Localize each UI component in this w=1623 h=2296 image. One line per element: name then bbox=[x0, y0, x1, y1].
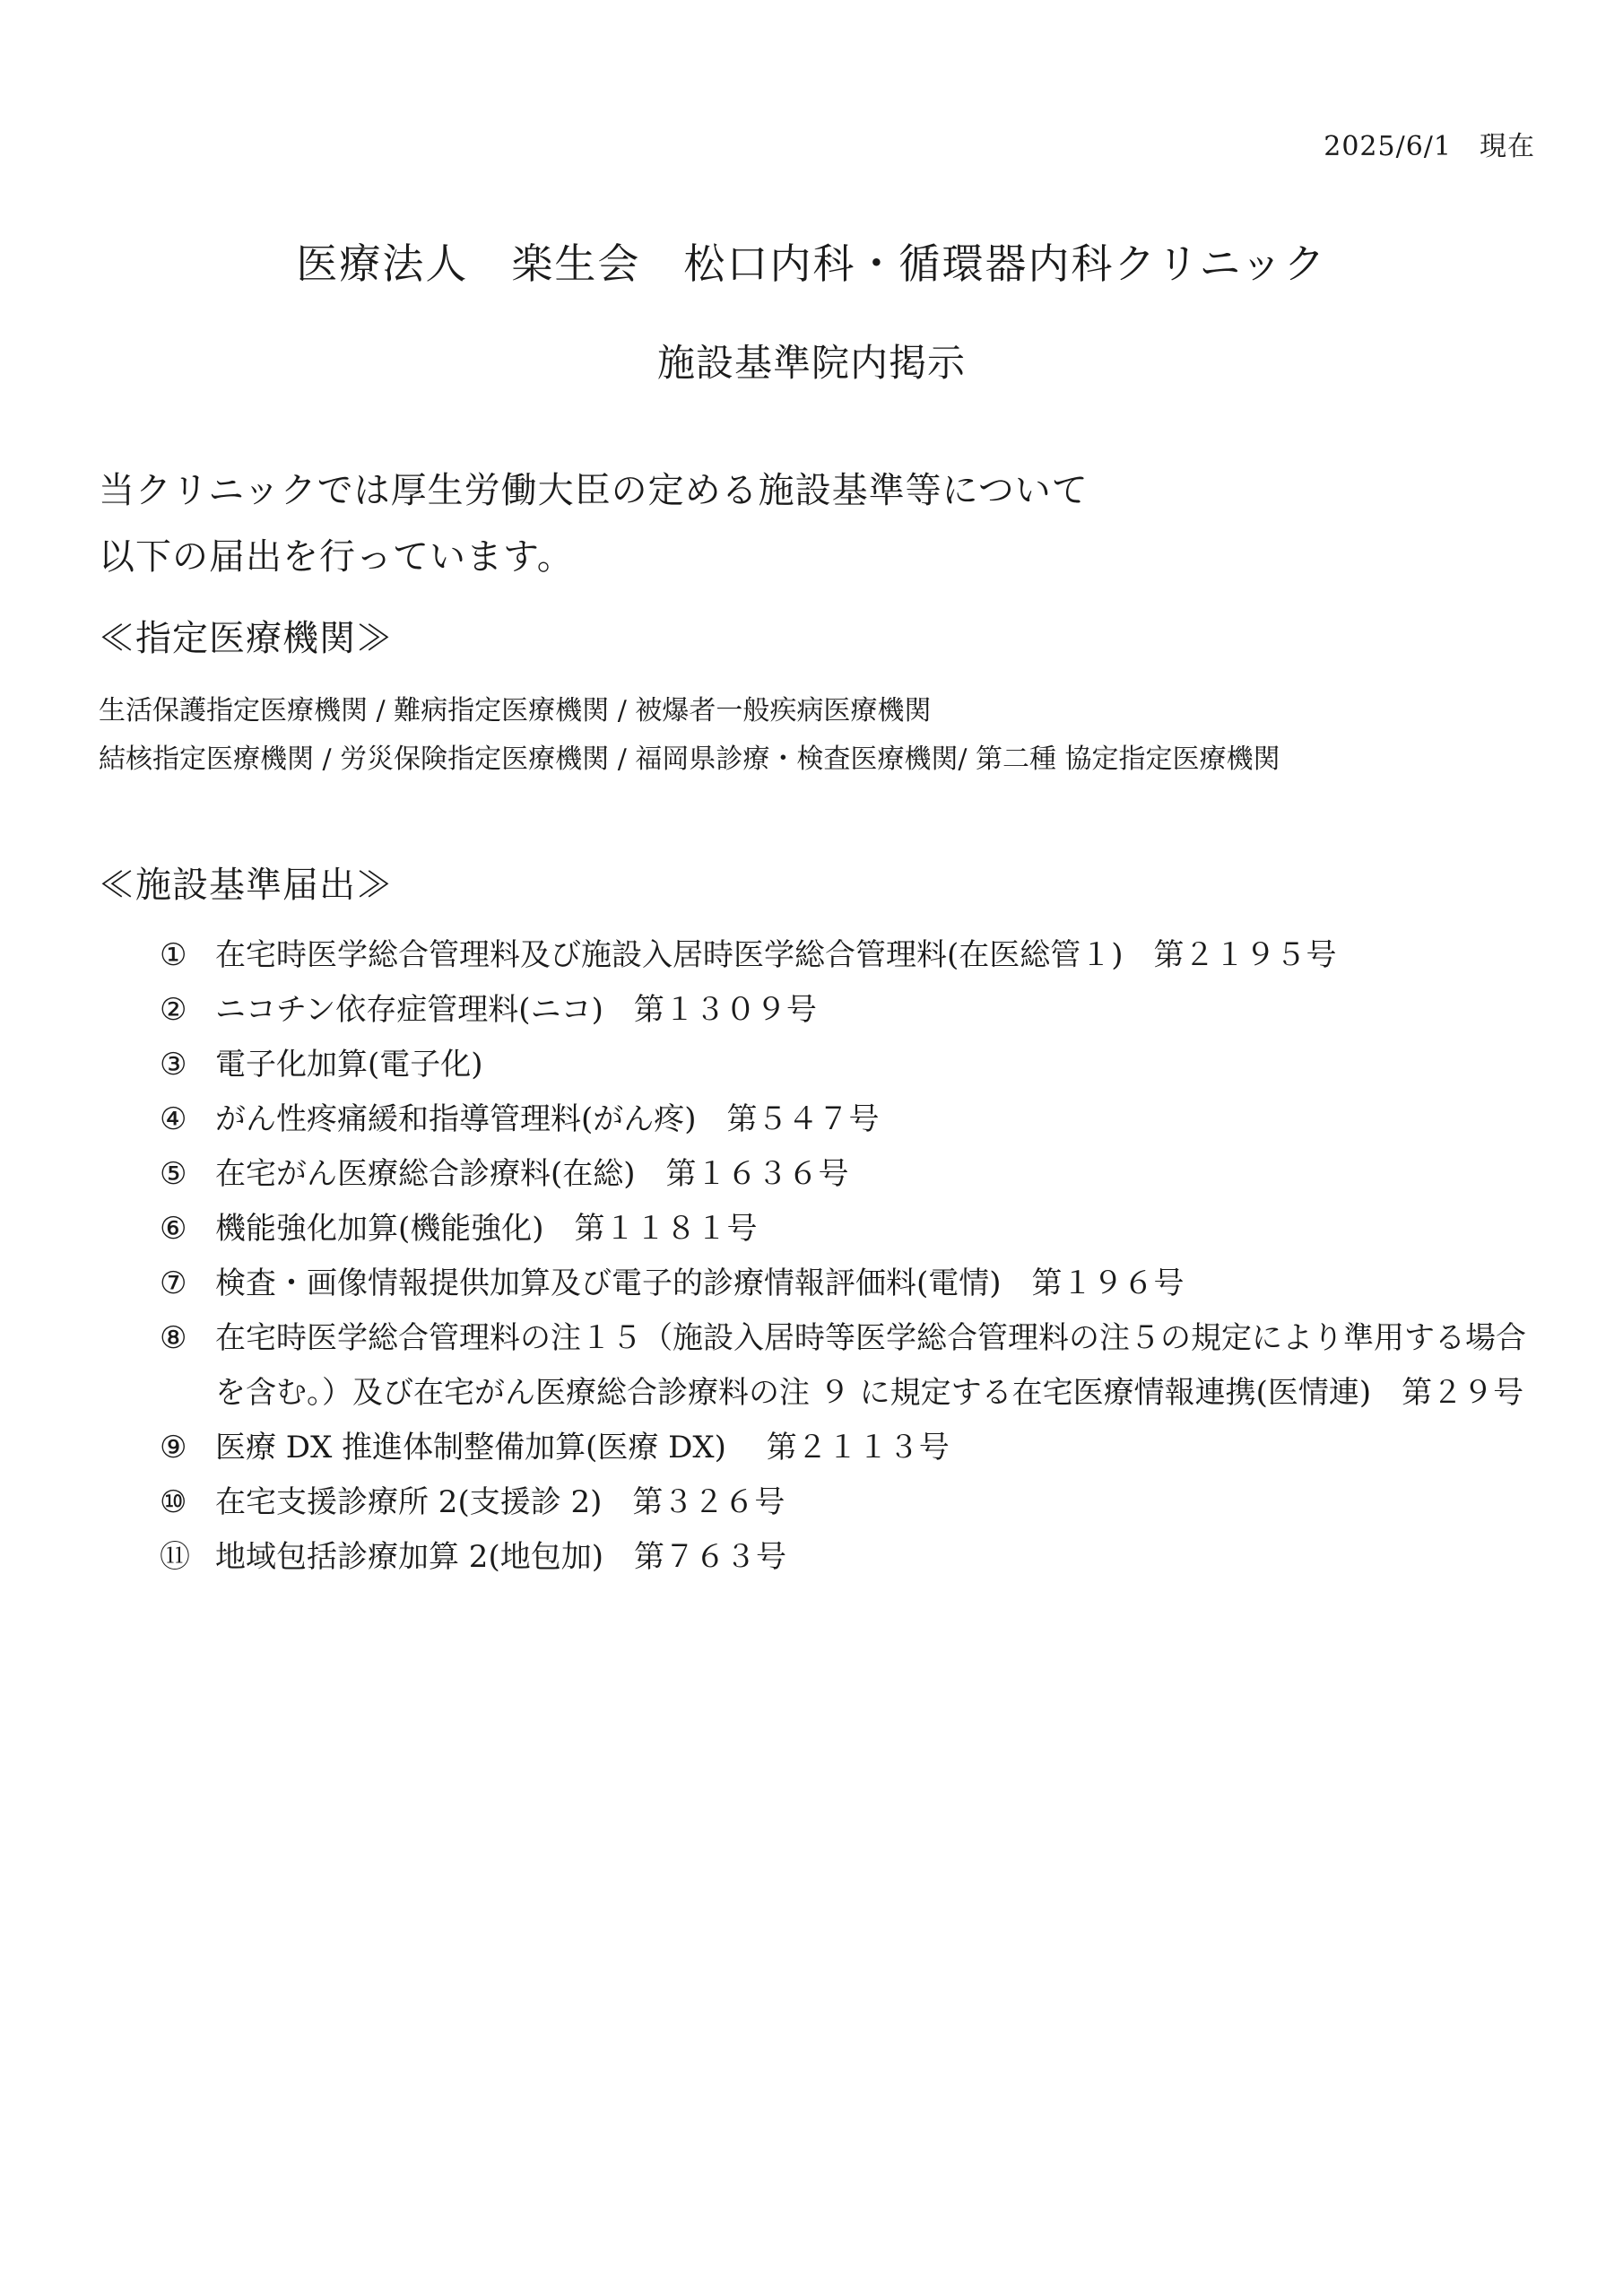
intro-line-2: 以下の届出を行っています。 bbox=[99, 536, 574, 578]
institutions-line-1: 生活保護指定医療機関 / 難病指定医療機関 / 被爆者一般疾病医療機関 bbox=[99, 695, 932, 726]
standard-item bbox=[160, 1311, 1541, 1421]
item-number: ⑪ bbox=[160, 1539, 190, 1575]
item-text: 在宅時医学総合管理料の注１５（施設入居時等医学総合管理料の注５の規定により準用する場合を含む。）及び在宅がん医療総合診療料の注 ９ に規定する在宅医療情報連携(医情連) 第２９号 bbox=[215, 1320, 1526, 1411]
standard-item bbox=[160, 983, 1541, 1038]
intro-paragraph bbox=[99, 457, 1089, 590]
standard-item bbox=[160, 1092, 1541, 1147]
page-subtitle: 施設基準院内掲示 bbox=[656, 341, 966, 385]
item-text: 医療 DX 推進体制整備加算(医療 DX) 第２１１３号 bbox=[215, 1430, 950, 1465]
clinic-name-title: 医療法人 楽生会 松口内科・循環器内科クリニック bbox=[296, 239, 1327, 288]
posting-date: 2025/6/1 現在 bbox=[1324, 131, 1535, 162]
standard-item bbox=[160, 1147, 1541, 1202]
facility-standards-list bbox=[160, 928, 1541, 1585]
item-text: ニコチン依存症管理料(ニコ) 第１３０９号 bbox=[215, 992, 817, 1028]
item-text: 在宅支援診療所 2(支援診 2) 第３２６号 bbox=[215, 1484, 785, 1520]
item-number: ① bbox=[160, 937, 187, 973]
item-text: 在宅時医学総合管理料及び施設入居時医学総合管理料(在医総管１) 第２１９５号 bbox=[215, 937, 1337, 973]
standard-item bbox=[160, 1257, 1541, 1311]
standard-item bbox=[160, 1475, 1541, 1530]
institutions-line-2: 結核指定医療機関 / 労災保険指定医療機関 / 福岡県診療・検査医療機関/ 第二種 協定指定医療機関 bbox=[99, 744, 1280, 775]
facility-standards-heading: ≪施設基準届出≫ bbox=[99, 865, 393, 906]
designated-institutions-heading: ≪指定医療機関≫ bbox=[99, 618, 393, 659]
standard-item bbox=[160, 1421, 1541, 1475]
standard-item bbox=[160, 1530, 1541, 1585]
standard-item bbox=[160, 928, 1541, 983]
item-text: 検査・画像情報提供加算及び電子的診療情報評価料(電情) 第１９６号 bbox=[215, 1265, 1185, 1301]
item-number: ⑨ bbox=[160, 1430, 187, 1465]
standard-item bbox=[160, 1202, 1541, 1257]
item-number: ④ bbox=[160, 1101, 187, 1137]
item-number: ⑦ bbox=[160, 1265, 187, 1301]
item-number: ⑤ bbox=[160, 1156, 187, 1192]
item-number: ③ bbox=[160, 1047, 187, 1083]
item-number: ⑥ bbox=[160, 1211, 187, 1247]
standard-item bbox=[160, 1038, 1541, 1092]
item-text: 在宅がん医療総合診療料(在総) 第１６３６号 bbox=[215, 1156, 849, 1192]
item-text: 電子化加算(電子化) bbox=[215, 1047, 483, 1083]
intro-line-1: 当クリニックでは厚生労働大臣の定める施設基準等について bbox=[99, 470, 1089, 511]
item-text: がん性疼痛緩和指導管理料(がん疼) 第５４７号 bbox=[215, 1101, 880, 1137]
item-text: 機能強化加算(機能強化) 第１１８１号 bbox=[215, 1211, 758, 1247]
item-number: ② bbox=[160, 992, 187, 1028]
item-text: 地域包括診療加算 2(地包加) 第７６３号 bbox=[215, 1539, 786, 1575]
item-number: ⑧ bbox=[160, 1320, 187, 1356]
designated-institutions-list bbox=[99, 687, 1280, 784]
item-number: ⑩ bbox=[160, 1484, 187, 1520]
